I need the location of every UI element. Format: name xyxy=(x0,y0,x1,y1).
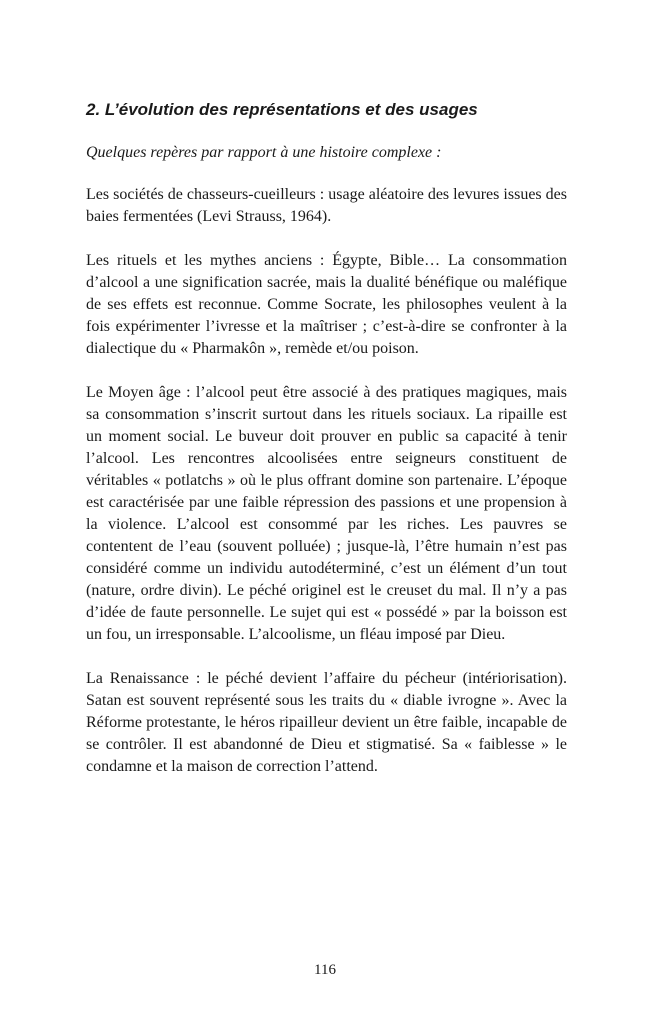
section-heading: 2. L’évolution des représentations et des usages xyxy=(86,100,478,119)
paragraph-hunter-gatherers: Les sociétés de chasseurs-cueilleurs : usage aléatoire des levures issues des baies fermentées (Levi Strauss, 1964). xyxy=(86,186,567,225)
section-intro: Quelques repères par rapport à une histoire complexe : xyxy=(86,144,442,161)
paragraph-middle-ages: Le Moyen âge : l’alcool peut être associé à des pratiques magiques, mais sa consommation s’inscrit surtout dans les rituels sociaux. La ripaille est un moment social. Le buveur doit prouver en public sa capacité à tenir l’alcool. Les rencontres alcoolisées entre seigneurs constituent de véritables « potlatchs » où le plus offrant domine son partenaire. L’époque est caractérisée par une faible répression des passions et une propension à la violence. L’alcool est consommé par les riches. Les pauvres se contentent de l’eau (souvent polluée) ; jusque-là, l’être humain n’est pas considéré comme un individu autodéterminé, c’est un élément d’un tout (nature, ordre divin). Le péché originel est le creuset du mal. Il n’y a pas d’idée de faute personnelle. Le sujet qui est « possédé » par la boisson est un fou, un irresponsable. L’alcoolisme, un fléau imposé par Dieu. xyxy=(86,384,567,643)
page-body xyxy=(86,98,567,800)
paragraph-renaissance: La Renaissance : le péché devient l’affaire du pécheur (intériorisation). Satan est souvent représenté sous les traits du « diable ivrogne ». Avec la Réforme protestante, le héros ripailleur devient un être faible, incapable de se contrôler. Il est abandonné de Dieu et stigmatisé. Sa « faiblesse » le condamne et la maison de correction l’attend. xyxy=(86,670,567,775)
paragraph-ancient-rituals: Les rituels et les mythes anciens : Égypte, Bible… La consommation d’alcool a une signification sacrée, mais la dualité bénéfique ou maléfique de ses effets est reconnue. Comme Socrate, les philosophes veulent à la fois expérimenter l’ivresse et la maîtriser ; c’est-à-dire se confronter à la dialectique du « Pharmakôn », remède et/ou poison. xyxy=(86,252,567,357)
page-number: 116 xyxy=(314,962,336,978)
